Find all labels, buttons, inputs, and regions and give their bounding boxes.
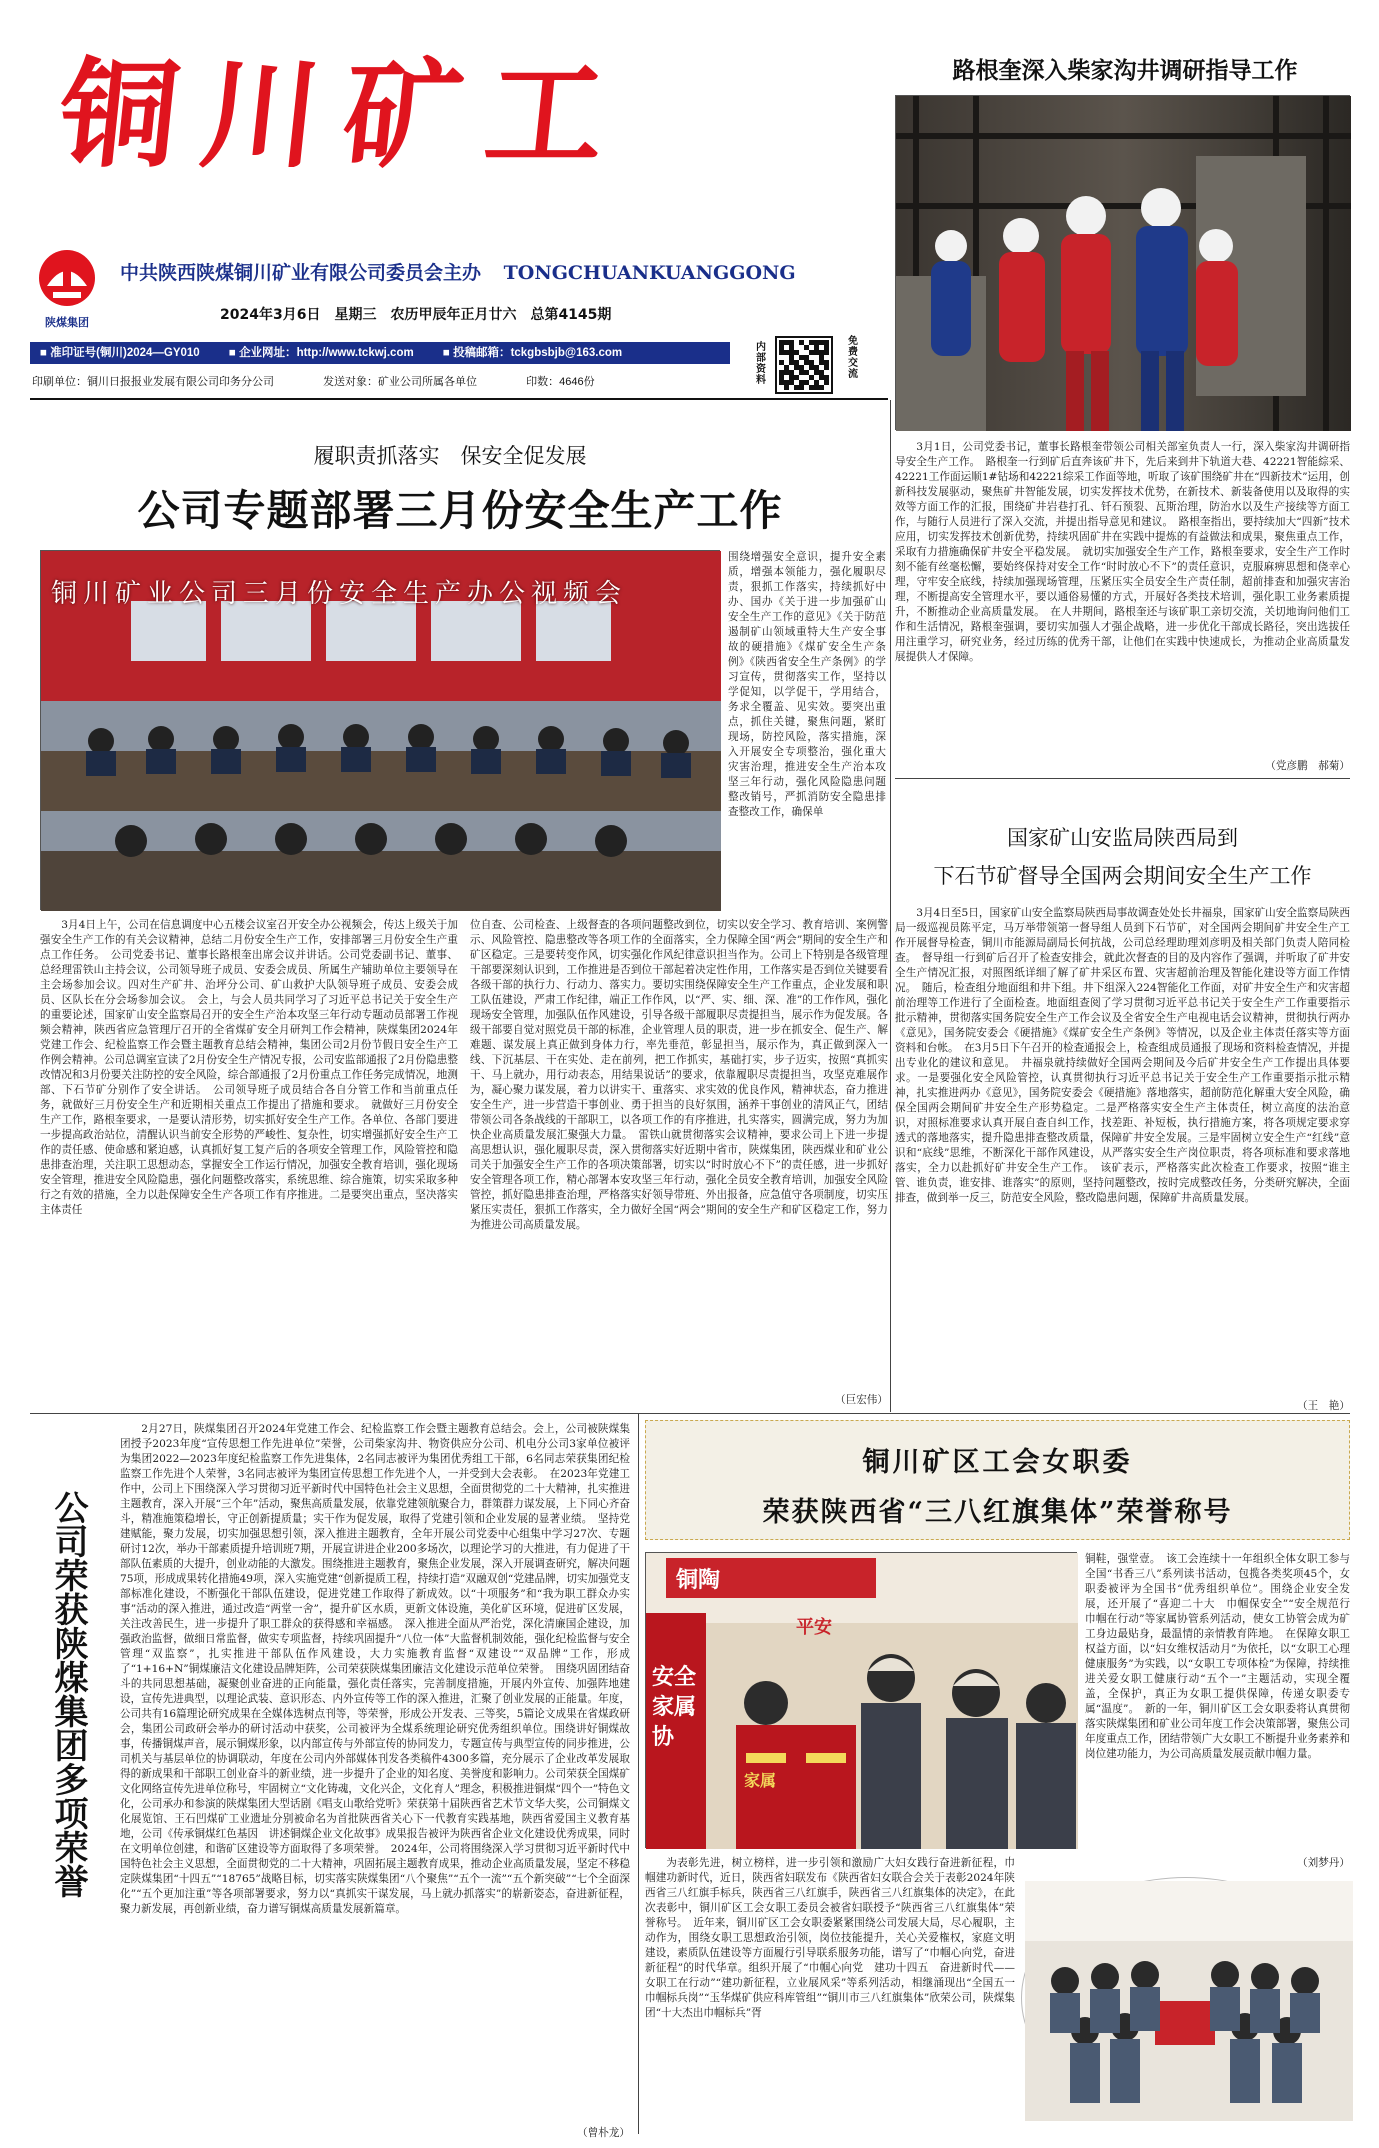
sponsor-line — [120, 258, 796, 285]
bullet-icon: ■ — [40, 347, 51, 359]
article2-photo — [895, 95, 1350, 430]
article1-kicker: 履职责抓落实 保安全促发展 — [313, 444, 587, 468]
email-label: 投稿邮箱： — [453, 347, 511, 359]
article1-title: 公司专题部署三月份安全生产工作 — [137, 486, 783, 535]
photo-sign-b — [652, 1663, 700, 1753]
article2-divider — [895, 778, 1350, 779]
article3-divider — [30, 1413, 1350, 1414]
article5-col-right: 铜鞋，强堂壹。 该工会连续十一年组织全体女职工参与全国“书香三八”系列读书活动，包揽各类奖项45个，女职委被评为全国书“优秀组织单位”。围绕企业安全发展，还开展了“喜迎二十大 巾帼保安全”“安全规范行 巾帼在行动”等家属协管系列活动，使女工协管会成为矿工身边最贴身，最温情的亲情教育阵地。 在保障女职工权益方面，以“妇女维权活动月”为依托，以“女职工心理健康服务”为实践，以“女职工专项体检”为保障，持续推进关爱女职工健康行动“五个一”主题活动，实现全覆盖，全保护，真正为女职工提供保障，传递女职委专属“温度”。 新的一年，铜川矿区工会女职委将认真贯彻落实陕煤集团和矿业公司年度工作会决策部署，聚焦公司年度重点工作，团结带领广大女职工不断提升业务素养和岗位建功能力，为公司高质量发展贡献巾帼力量。 — [1085, 1553, 1361, 1760]
masthead-divider — [30, 398, 888, 400]
print-count: 印数：4646份 — [526, 376, 595, 388]
bullet-icon: ■ — [228, 347, 240, 359]
article1-byline: （巨宏伟） — [835, 1394, 888, 1406]
masthead — [30, 30, 890, 405]
photo-sign-a: 平安 — [796, 1617, 832, 1638]
website-link[interactable]: http://www.tckwj.com — [296, 347, 414, 359]
article4-title-text: 公司荣获陕煤集团多项荣誉 — [48, 1490, 88, 1898]
date-line: 2024年3月6日 星期三 农历甲辰年正月廿六 总第4145期 — [220, 307, 612, 323]
article2-title: 路根奎深入柴家沟井调研指导工作 — [952, 57, 1298, 84]
sponsor: 中共陕西陕煤铜川矿业有限公司委员会主办 — [120, 262, 482, 284]
license: 准印证号(铜川)2024—GY010 — [50, 347, 200, 359]
group-photo — [1025, 1881, 1353, 2121]
article2-byline: （党彦鹏 郝菊） — [1265, 760, 1350, 772]
column-divider — [890, 400, 891, 1412]
article3-byline: （王 艳） — [1297, 1400, 1350, 1412]
photo-sign-c: 家属 — [744, 1771, 777, 1790]
logo — [35, 248, 99, 328]
shaanxi-coal-logo-icon — [35, 248, 99, 310]
article1-col2: 位自查、公司检查、上级督查的各项问题整改到位，切实以安全学习、教育培训、案例警示、风险管控、隐患整改等各项工作的全面落实，全力保障全国“两会”期间的安全生产和矿区稳定。三是要转变作风，切实强化作风纪律意识担当作为。公司上下特别是各级管理干部要深刻认识到，工作推进是否到位干部起着决定性作用，工作落实是否到位关键要看各级干部的执行力、行动力、落实力。要切实围绕保障安全生产工作重点，企业发展和职工队伍建设，严肃工作纪律，端正工作作风，以“严、实、细、深、准”的工作作风，强化现场安全管理，加强队伍作风建设，引导各级干部履职尽责提担当，展示作为促发展。各级干部要自觉对照党员干部的标准，企业管理人员的职责，进一步在抓安全、促生产、解难题、谋发展上真正做到身体力行，率先垂范，彰显担当，展示作为，真正做到深入一线、下沉基层、干在实处、走在前列，把工作抓实，基础打实，步子迈实，按照“真抓实干、马上就办，用行动表态，用结果说话”的要求，依靠履职尽责提担当，攻坚克难展作为，凝心聚力谋发展，着力以讲实干、重落实、求实效的优良作风，精神状态，奋力推进安全生产，进一步营造干事创业、勇于担当的良好氛围，涵养干事创业的清风正气，团结带领公司各条战线的干部职工，以各项工作的有序推进，扎实落实，圆满完成，努力为加快企业高质量发展汇聚强大力量。 雷铁山就贯彻落实会议精神，要求公司上下进一步提高思想认识，强化履职尽责，深入贯彻落实好近期中省市，陕煤集团，陕西煤业和矿业公司关于加强安全生产工作的各项决策部署，切实以“时时放心不下”的责任感，进一步抓好安全管理各项工作，精心部署本安攻坚三年行动，强化全员安全教育培训，加强安全风险管控，抓好隐患排查治理，严格落实好领导带班、外出报备，应急值守各项制度，切实压紧压实责任，狠抓工作落实，全力做好全国“两会”期间的安全生产和矿区稳定工作，努力为推进公司高质量发展。 — [470, 919, 888, 1231]
photo-sign-b-text: 安全家属协 — [652, 1665, 697, 1750]
article5-col-left: 为表彰先进，树立榜样，进一步引领和激励广大妇女践行奋进新征程，巾帼建功新时代，近日，陕西省妇联发布《陕西省妇女联合会关于表彰2024年陕西省三八红旗手标兵，陕西省三八红旗手，陕西省三八红旗集体的决定》，在此次表彰中，铜川矿区工会女职工委员会被省妇联授予“陕西省三八红旗集体”荣誉称号。 近年来，铜川矿区工会女职委紧紧围绕公司发展大局，尽心履职，主动作为，围绕女职工思想政治引领，岗位技能提升，关心关爱権权，家庭文明建设，素质队伍建设等方面履行引导联系服务功能，谱写了“巾帼心向党，奋进新征程”的时代华章。组织开展了“巾帼心向党 建功十四五 奋进新时代——女职工在行动”“建功新征程，立业展风采”等系列活动，相继涌现出“全国五一巾帼标兵岗”“玉华煤矿供应科库管组”“铜川市三八红旗集体”欣荣公司，陕煤集团“十大杰出巾帼标兵”胥 — [645, 1857, 1015, 2019]
article1-col1: 3月4日上午，公司在信息调度中心五楼会议室召开安全办公视频会，传达上级关于加强安全生产工作的有关会议精神，总结二月份安全生产工作，安排部署三月份安全生产重点工作任务。 公司党委书记、董事长路根奎出席会议并讲话。公司党委副书记、董事、总经理雷铁山主持会议，公司领导班子成员、安委会成员、所属生产辅助单位主要领导在主会场参加会议。四对生产矿井、治坪分公司、矿山救护大队领导班子成员、安委会成员、区队长在分会场参加会议。 会上，与会人员共同学习了习近平总书记关于安全生产的重要论述，国家矿山安全监察局召开的安全生产治本攻坚三年行动专题动员部署工作视频会精神，陕西省应急管理厅召开的全省煤矿安全月研判工作会精神，陕煤集团2024年党建工作会、纪检监察工作会暨主题教育总结会精神，集团公司2月份节假日安全生产工作例会精神。公司总调室宣读了2月份安全生产情况专报，公司安监部通报了2月份隐患整改情况和3月份要关注防控的安全风险，综合部通报了2月份重点工作任务完成情况，地测部、下石节矿分别作了安全讲话。 公司领导班子成员结合各自分管工作和当前重点任务，就做好三月份安全生产和近期相关重点工作提出了措施和要求。 就做好三月份安全生产工作，路根奎要求，一是要认清形势，切实抓好安全生产工作。各单位、各部门要进一步提高政治站位，清醒认识当前安全形势的严峻性、复杂性，切实增强抓好安全生产工作的责任感、使命感和紧迫感，认真抓好复工复产后的各项安全管理工作，风险管控和隐患排查治理，关注职工思想动态，掌握安全工作运行情况，加强安全教育培训，强化现场安全管理，推进安全风险隐患，强化问题整改落实，系统思维、综合施策，切实采取多种行之有效的措施，全力以赴保障安全生产各项工作有序推进。二是要突出重点，坚决落实主体责任 — [40, 919, 458, 1216]
article5-title-line1: 铜川矿区工会女职委 — [862, 1447, 1133, 1478]
mine-tunnel-photo — [896, 96, 1351, 431]
column-divider-bottom — [638, 1414, 639, 2134]
pinyin: TONGCHUANKUANGGONG — [503, 262, 796, 284]
article4-title — [45, 1490, 89, 1898]
website-label: 企业网址： — [239, 347, 297, 359]
article5-byline: （刘梦丹） — [1297, 1857, 1350, 1869]
article5-title-line2: 荣获陕西省“三八红旗集体”荣誉称号 — [762, 1497, 1233, 1528]
photo-sign-red: 铜陶 — [676, 1568, 721, 1593]
printer: 印刷单位：铜川日报报业发展有限公司印务分公司 — [32, 376, 274, 388]
qr-code[interactable] — [775, 336, 833, 394]
article3-body: 3月4日至5日，国家矿山安全监察局陕西局事故调查处处长井福泉，国家矿山安全监察局陕西局一级巡视员陈平定，马万举带领第一督导组人员到下石节矿，对全国两会期间矿井安全生产工作开展督导检查，铜川市能源局副局长何抗战，公司总经理助理刘彦明及相关部门负责人陪同检查。 督导组一行到矿后召开了检查安排会，就此次督查的目的及内容作了强调，并听取了矿井安全生产情况汇报，对照图纸详细了解了矿井采区布置、灾害超前治理及智能化建设等方面工作情况。 随后，检查组分地面组和井下组。井下组深入224智能化工作面，对矿井安全生产和灾害超前治理等工作进行了全面检查。地面组查阅了学习贯彻习近平总书记关于安全生产工作重要指示批示精神，贯彻落实国务院安全生产工作会议及全省安全生产电视电话会议精神，贯彻执行两办《意见》，国务院安委会《硬措施》《煤矿安全生产条例》等情况，以及企业主体责任落实等方面资料和台帐。 在3月5日下午召开的检查通报会上，检查组成员通报了现场和资料检查情况，并提出专业化的建议和意见。 井福泉就持续做好全国两会期间及今后矿井安全生产工作提出具体要求。一是要强化安全风险管控，认真贯彻执行习近平总书记关于安全生产工作重要指示批示精神，扎实推进两办《意见》，国务院安委会《硬措施》落地落实，超前防范化解重大安全风险，确保全国两会期间矿井安全生产形势稳定。二是严格落实安全生产主体责任，树立高度的法治意识，对照标准要求认真开展自查自纠工作，找差距、补短板，执行措施方案，将各项规定要求穿透式的落地落实，提升隐患排查整改质量，保障矿井安全发展。三是牢固树立安全生产“红线”意识和“底线”思维，不断深化干部作风建设，从严落实安全生产岗位职责，将各项标准和要求落地落实，全力以赴抓好矿井安全生产工作。 该矿表示，严格落实此次检查工作要求，按照“谁主管、谁负责，谁安排、谁落实”的原则，坚持问题整改，按时完成整改任务，分类研究解决，全面排查，做到举一反三，防范安全风险，整改隐患问题，保障矿井高质量发展。 — [895, 907, 1350, 1204]
article1-col-right: 围绕增强安全意识，提升安全素质，增强本领能力，强化履职尽责，狠抓工作落实，持续抓好中办、国办《关于进一步加强矿山安全生产工作的意见》《关于防范遏制矿山领域重特大生产安全事故的硬措施》《煤矿安全生产条例》《陕西省安全生产条例》的学习宣传，贯彻落实工作，坚持以学促知，以学促干，学用结合，务求全覆盖、见实效。要突出重点，抓住关键，聚焦问题，紧盯现场，防控风险，落实措施，深入开展安全专项整治，强化重大灾害治理，推进安全生产治本攻坚三年行动，强化风险隐患问题整改销号，严抓消防安全隐患排查整改工作，确保单 — [728, 551, 886, 818]
internal-label: 内部资料 — [756, 342, 766, 386]
qr-code-icon — [779, 340, 829, 390]
article5-photo — [645, 1552, 1077, 1848]
women-miners-photo — [646, 1553, 1078, 1849]
article3-title-line2: 下石节矿督导全国两会期间安全生产工作 — [933, 864, 1312, 888]
email-link[interactable]: tckgbsbjb@163.com — [510, 347, 623, 359]
article4-byline: （曾朴龙） — [577, 2127, 630, 2139]
info-bar — [30, 342, 730, 364]
distribution: 发送对象：矿业公司所属各单位 — [323, 376, 478, 388]
article3-title-line1: 国家矿山安监局陕西局到 — [1007, 826, 1238, 850]
free-label: 免费交流 — [848, 336, 858, 380]
printer-line — [32, 373, 732, 389]
bullet-icon: ■ — [442, 347, 454, 359]
article1-photo — [40, 550, 720, 910]
article4-body: 2月27日，陕煤集团召开2024年党建工作会、纪检监察工作会暨主题教育总结会。会上，公司被陕煤集团授予2023年度“宣传思想工作先进单位”荣誉，公司柴家沟井、物资供应分公司、机电分公司3家单位被评为集团2022—2023年度纪检监察工作先进集体，2名同志被评为集团优秀组工干部，6名同志荣获集团纪检监察工作先进个人荣誉，3名同志被评为集团宣传思想工作先进个人，一并受到大会表彰。 在2023年党建工作中，公司上下围绕深入学习贯彻习近平新时代中国特色社会主义思想，全面贯彻党的二十大精神，扎实推进主题教育，深入开展“三个年”活动，聚焦高质量发展，依靠党建领航聚合力，群策群力谋发展，上下同心齐奋斗，精准施策稳增长，守正创新提质量；实干作为促发展，取得了党建引领和企业发展的显著业绩。 坚持党建赋能，聚力发展，切实加强思想引领，深入推进主题教育，全年开展公司党委中心组集中学习27次、专题研讨12次，举办干部素质提升培训班7期，开展宣讲进企业200多场次，以理论学习的大推进，有力促进了干部队伍素质的大提升，创业动能的大激发。围绕推进主题教育，聚焦企业发展，深入开展调查研究，解决问题75项，形成成果转化措施49项，深入实施党建“创新提质工程，持续打造”双融双创“党建品牌，切实加强党支部标准化建设，不断强化干部队伍建设，促进党建工作取得了新成效。以“十项服务”和“我为职工群众办实事”活动的深入推进，通过改造“两堂一舍”，提升矿区水质，更新文体设施，美化矿区环境，促进矿区发展，关注改善民生，进一步提升了职工群众的获得感和幸福感。 深入推进全面从严治党，深化清廉国企建设，加强政治监督，做细日常监督，做实专项监督，持续巩固提升“八位一体”大监督机制效能，强化纪检监督与安全管理“双监察”，扎实推进干部队伍作风建设，大力实施教育监督“双建设”“双品牌”工作，形成了“1+16+N”铜煤廉洁文化建设品牌矩阵，公司荣获陕煤集团廉洁文化建设示范单位荣誉。 围绕巩固团结奋斗的共同思想基础，凝聚创业奋进的正向能量，强化责任落实，完善制度措施，开展内外宣传、加强阵地建设，宣传先进典型，以理论武装、意识形态、内外宣传等工作的深入推进，汇聚了创业发展的正能量。年度，公司共有16篇理论研究成果在全媒体选树点刊等，等荣誉，形成公开发表、三等奖，5篇论文成果在省煤政研会，集团公司政研会举办的研讨活动中获奖，公司被评为全煤系统理论研究优秀组织单位。围绕讲好铜煤故事，传播铜煤声音，展示铜煤形象，以内部宣传与外部宣传的协同发力，专题宣传与典型宣传的同步推进，公司机关与基层单位的协调联动，年度在公司内外部媒体刊发各类稿件4300多篇，充分展示了企业改革发展取得的新成果和干部职工创业奋斗的新业绩，进一步提升了企业的知名度、美誉度和影响力。公司荣获全国煤矿文化网络宣传先进单位称号，牢固树立“文化铸魂，文化兴企，文化育人”理念，积极推进铜煤“四个一”特色文化，公司承办和参演的陕煤集团大型话剧《唱支山歌给党听》荣获第十届陕西省艺术节文华大奖，公司铜煤文化展览馆、王石凹煤矿工业遗址分别被命名为首批陕西省关心下一代教育实践基地，陕西省爱国主义教育基地，公司《传承铜煤红色基因 讲述铜煤企业文化故事》成果报告被评为陕西省企业文化建设优秀成果，同时在文明单位创建，和谐矿区建设等方面取得了多项荣誉。 2024年，公司将围绕深入学习贯彻习近平新时代中国特色社会主义思想，全面贯彻党的二十大精神，巩固拓展主题教育成果，推动企业高质量发展，坚定不移稳定陕煤集团“十四五”“18765”战略目标，切实落实陕煤集团“八个聚焦”“五个一流”“五个新突破”“七个全面深化”“五个更加注重”等各项部署要求，努力以“真抓实干谋发展，马上就办抓落实”的崭新姿态，奋进新征程，聚力新发展，再创新业绩，奋力谱写铜煤高质量发展新篇章。 — [120, 1423, 630, 1915]
article2-body: 3月1日，公司党委书记，董事长路根奎带领公司相关部室负责人一行，深入柴家沟井调研指导安全生产工作。 路根奎一行到矿后直奔该矿井下，先后来到井下轨道大巷、42221智能綜采、42221工作面运顺1#钻场和42221综采工作面等地，听取了该矿围绕矿井在“四新技术”运用，创新科技发展驱动，聚焦矿井智能发展，切实发挥技术优势，在新技术、新装备使用以及取得的实效等方面工作的汇报，围绕矿井岩巷打孔、钎石预裂、瓦斯治理，防治水以及生产接续等方面工作，与随行人员进行了深入交流，并提出指导意见和建议。 路根奎指出，要持续加大“四新”技术应用，切实发挥技术创新优势，持续巩固矿井在实践中提炼的有益做法和成果，聚焦重点工作，采取有力措施确保矿井安全平稳发展。 就切实加强安全生产工作，路根奎要求，安全生产工作时刻不能有丝毫松懈，要始终保持对安全工作“时时放心不下”的责任意识，克服麻痹思想和侥幸心理，守牢安全底线，持续加强现场管理，压紧压实全员安全生产责任制，超前排查和加强灾害治理，不断提高安全管理水平，要以通俗易懂的方式，开展好各类技术培训，强化职工业务素质提升，不断推动企业高质量发展。 在人井期间，路根奎还与该矿职工亲切交流，关切地询问他们工作和生活情况，路根奎强调，要切实加强人才强企战略，进一步优化干部成长路径，突出选拔任用注重学习，研究业务，经过历练的优秀干部，让他们在实践中快速成长，为推动企业高质量发展提供人才保障。 — [895, 441, 1350, 663]
article5-group-photo — [1022, 1878, 1350, 2118]
logo-caption: 陕煤集团 — [45, 317, 89, 329]
masthead-title: 铜川矿工 — [52, 45, 636, 184]
article1-photo-banner: 铜川矿业公司三月份安全生产办公视频会 — [51, 579, 628, 609]
